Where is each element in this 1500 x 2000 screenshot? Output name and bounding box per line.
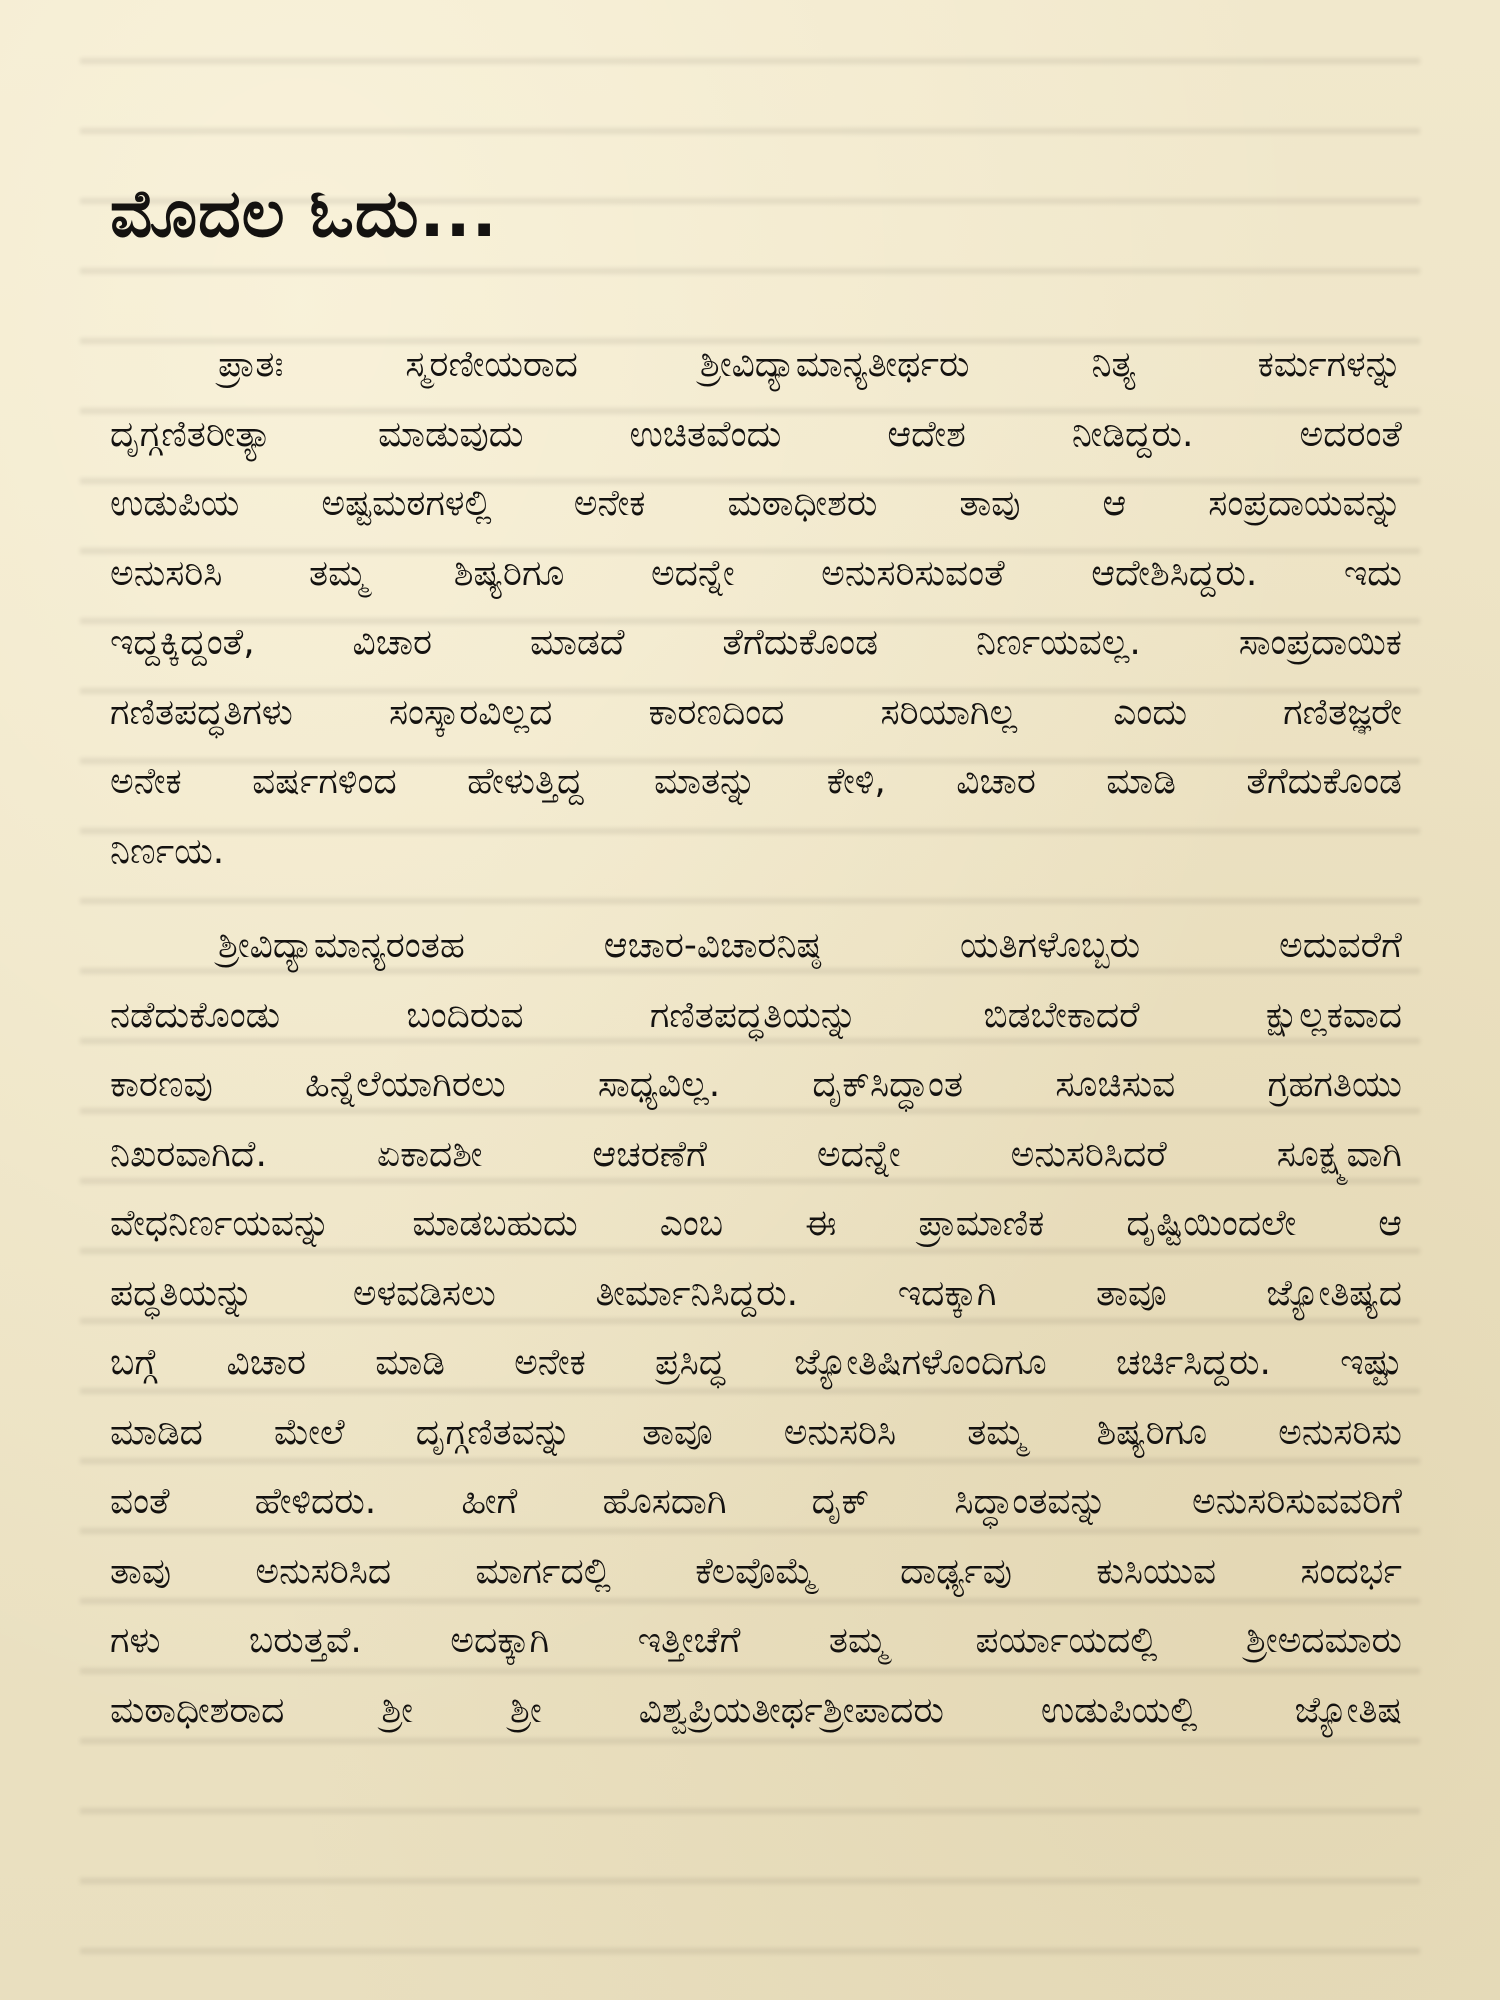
- text-line: ಉಡುಪಿಯ ಅಷ್ಟಮಠಗಳಲ್ಲಿ ಅನೇಕ ಮಠಾಧೀಶರು ತಾವು ಆ ಸಂಪ್ರದಾಯವನ್ನು: [110, 483, 1402, 524]
- text-line: ಅನೇಕ ವರ್ಷಗಳಿಂದ ಹೇಳುತ್ತಿದ್ದ ಮಾತನ್ನು ಕೇಳಿ, ವಿಚಾರ ಮಾಡಿ ತೆಗೆದುಕೊಂಡ: [110, 761, 1402, 802]
- text-line: ಅನುಸರಿಸಿ ತಮ್ಮ ಶಿಷ್ಯರಿಗೂ ಅದನ್ನೇ ಅನುಸರಿಸುವಂತೆ ಆದೇಶಿಸಿದ್ದರು. ಇದು: [110, 552, 1402, 594]
- text-line: ದೃಗ್ಗಣಿತರೀತ್ಯಾ ಮಾಡುವುದು ಉಚಿತವೆಂದು ಆದೇಶ ನೀಡಿದ್ದರು. ಅದರಂತೆ: [110, 413, 1402, 455]
- body-text: [110, 330, 1402, 1745]
- chapter-title: ಮೊದಲ ಓದು...: [110, 175, 498, 252]
- text-line: ನಿಖರವಾಗಿದೆ. ಏಕಾದಶೀ ಆಚರಣೆಗೆ ಅದನ್ನೇ ಅನುಸರಿಸಿದರೆ ಸೂಕ್ಷ್ಮವಾಗಿ: [110, 1133, 1402, 1175]
- text-line: ಪದ್ಧತಿಯನ್ನು ಅಳವಡಿಸಲು ತೀರ್ಮಾನಿಸಿದ್ದರು. ಇದಕ್ಕಾಗಿ ತಾವೂ ಜ್ಯೋತಿಷ್ಯದ: [110, 1272, 1402, 1314]
- text-line: ಗಣಿತಪದ್ಧತಿಗಳು ಸಂಸ್ಕಾರವಿಲ್ಲದ ಕಾರಣದಿಂದ ಸರಿಯಾಗಿಲ್ಲ ಎಂದು ಗಣಿತಜ್ಞರೇ: [110, 691, 1402, 733]
- text-line: ಬಗ್ಗೆ ವಿಚಾರ ಮಾಡಿ ಅನೇಕ ಪ್ರಸಿದ್ಧ ಜ್ಯೋತಿಷಿಗಳೊಂದಿಗೂ ಚರ್ಚಿಸಿದ್ದರು. ಇಷ್ಟು: [110, 1342, 1402, 1383]
- paragraph-1: [110, 330, 1402, 886]
- text-line: ಶ್ರೀವಿದ್ಯಾಮಾನ್ಯರಂತಹ ಆಚಾರ-ವಿಚಾರನಿಷ್ಠ ಯತಿಗಳೊಬ್ಬರು ಅದುವರೆಗೆ: [218, 925, 1402, 966]
- text-line: ಗಳು ಬರುತ್ತವೆ. ಅದಕ್ಕಾಗಿ ಇತ್ತೀಚೆಗೆ ತಮ್ಮ ಪರ್ಯಾಯದಲ್ಲಿ ಶ್ರೀಅದಮಾರು: [110, 1620, 1402, 1661]
- text-line: ಕಾರಣವು ಹಿನ್ನೆಲೆಯಾಗಿರಲು ಸಾಧ್ಯವಿಲ್ಲ. ದೃಕ್‌ಸಿದ್ಧಾಂತ ಸೂಚಿಸುವ ಗ್ರಹಗತಿಯು: [110, 1064, 1402, 1105]
- text-line: ನಿರ್ಣಯ.: [110, 830, 225, 872]
- text-line: ಪ್ರಾತಃ ಸ್ಮರಣೀಯರಾದ ಶ್ರೀವಿದ್ಯಾಮಾನ್ಯತೀರ್ಥರು ನಿತ್ಯ ಕರ್ಮಗಳನ್ನು: [218, 344, 1402, 385]
- text-line: ಇದ್ದಕ್ಕಿದ್ದಂತೆ, ವಿಚಾರ ಮಾಡದೆ ತೆಗೆದುಕೊಂಡ ನಿರ್ಣಯವಲ್ಲ. ಸಾಂಪ್ರದಾಯಿಕ: [110, 622, 1402, 663]
- text-line: ವೇಧನಿರ್ಣಯವನ್ನು ಮಾಡಬಹುದು ಎಂಬ ಈ ಪ್ರಾಮಾಣಿಕ ದೃಷ್ಟಿಯಿಂದಲೇ ಆ: [110, 1203, 1402, 1244]
- text-line: ತಾವು ಅನುಸರಿಸಿದ ಮಾರ್ಗದಲ್ಲಿ ಕೆಲವೊಮ್ಮೆ ದಾರ್ಢ್ಯವು ಕುಸಿಯುವ ಸಂದರ್ಭ: [110, 1550, 1402, 1592]
- text-line: ಮಾಡಿದ ಮೇಲೆ ದೃಗ್ಗಣಿತವನ್ನು ತಾವೂ ಅನುಸರಿಸಿ ತಮ್ಮ ಶಿಷ್ಯರಿಗೂ ಅನುಸರಿಸು: [110, 1411, 1402, 1453]
- text-line: ವಂತೆ ಹೇಳಿದರು. ಹೀಗೆ ಹೊಸದಾಗಿ ದೃಕ್ ಸಿದ್ಧಾಂತವನ್ನು ಅನುಸರಿಸುವವರಿಗೆ: [110, 1481, 1402, 1522]
- text-line: ನಡೆದುಕೊಂಡು ಬಂದಿರುವ ಗಣಿತಪದ್ಧತಿಯನ್ನು ಬಿಡಬೇಕಾದರೆ ಕ್ಷುಲ್ಲಕವಾದ: [110, 994, 1402, 1036]
- paragraph-2: [110, 911, 1402, 1745]
- text-line: ಮಠಾಧೀಶರಾದ ಶ್ರೀ ಶ್ರೀ ವಿಶ್ವಪ್ರಿಯತೀರ್ಥಶ್ರೀಪಾದರು ಉಡುಪಿಯಲ್ಲಿ ಜ್ಯೋತಿಷ: [110, 1689, 1402, 1731]
